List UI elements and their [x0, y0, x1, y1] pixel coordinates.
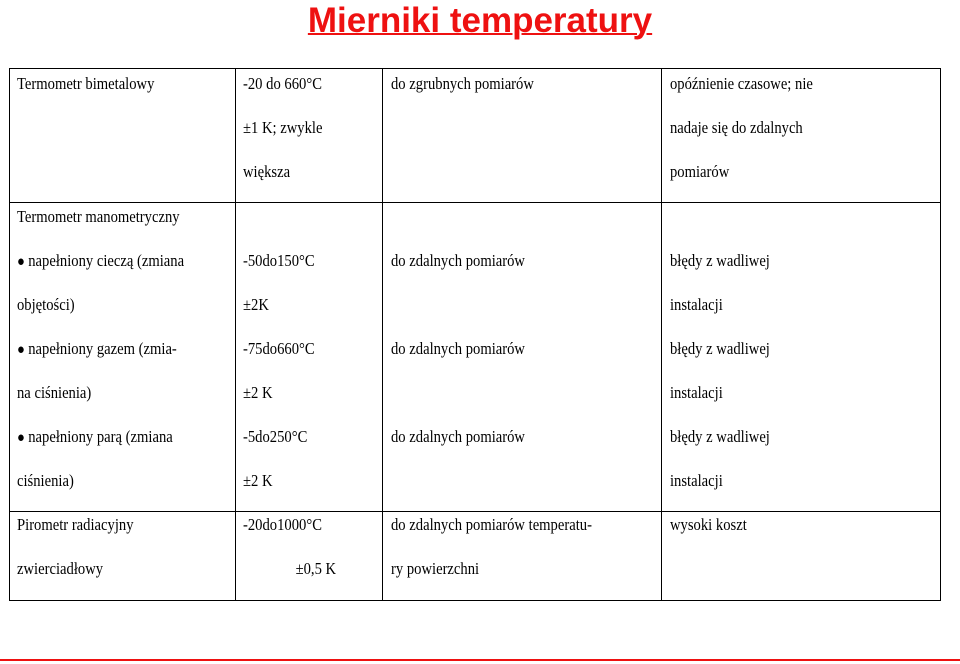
gas-note-2: instalacji [670, 383, 723, 402]
gas-name-2: na ciśnienia) [17, 383, 92, 402]
bullet-icon: ● [17, 342, 25, 358]
gas-range-1: -75do660°C [243, 339, 315, 358]
gas-name-1: ● napełniony gazem (zmia- [17, 339, 177, 358]
liquid-note-1: błędy z wadliwej [670, 251, 770, 270]
pyrometer-note: wysoki koszt [670, 515, 747, 534]
bimetal-note-2: nadaje się do zdalnych [670, 118, 803, 137]
pyrometer-name-2: zwierciadłowy [17, 559, 104, 578]
liquid-note-2: instalacji [670, 295, 723, 314]
vapor-name-1: ● napełniony parą (zmiana [17, 427, 173, 446]
gas-range-2: ±2 K [243, 383, 273, 402]
vapor-range-1: -5do250°C [243, 427, 308, 446]
pyrometer-range-1: -20do1000°C [243, 515, 322, 534]
vapor-note-2: instalacji [670, 471, 723, 490]
gas-use: do zdalnych pomiarów [391, 339, 525, 358]
column-divider [661, 69, 662, 600]
liquid-name-2: objętości) [17, 295, 75, 314]
liquid-range-1: -50do150°C [243, 251, 315, 270]
pyrometer-range-2: ±0,5 K [295, 559, 336, 578]
page-title: Mierniki temperatury [307, 1, 653, 40]
bimetal-name: Termometr bimetalowy [17, 74, 155, 93]
pyrometer-use-1: do zdalnych pomiarów temperatu- [391, 515, 592, 534]
vapor-name-2: ciśnienia) [17, 471, 74, 490]
pyrometer-use-2: ry powierzchni [391, 559, 480, 578]
manometric-name: Termometr manometryczny [17, 207, 180, 226]
bimetal-range-2: ±1 K; zwykle [243, 118, 323, 137]
bimetal-note-3: pomiarów [670, 162, 730, 181]
vapor-note-1: błędy z wadliwej [670, 427, 770, 446]
bimetal-note-1: opóźnienie czasowe; nie [670, 74, 813, 93]
bullet-icon: ● [17, 430, 25, 446]
column-divider [382, 69, 383, 600]
pyrometer-name-1: Pirometr radiacyjny [17, 515, 134, 534]
bullet-icon: ● [17, 254, 25, 270]
liquid-name-1: ● napełniony cieczą (zmiana [17, 251, 185, 270]
vapor-use: do zdalnych pomiarów [391, 427, 525, 446]
vapor-range-2: ±2 K [243, 471, 273, 490]
column-divider [235, 69, 236, 600]
temperature-meters-table [9, 68, 941, 601]
liquid-use: do zdalnych pomiarów [391, 251, 525, 270]
bimetal-range-1: -20 do 660°C [243, 74, 322, 93]
gas-note-1: błędy z wadliwej [670, 339, 770, 358]
liquid-range-2: ±2K [243, 295, 269, 314]
bimetal-range-3: większa [243, 162, 291, 181]
bottom-rule [0, 659, 960, 661]
bimetal-use: do zgrubnych pomiarów [391, 74, 534, 93]
